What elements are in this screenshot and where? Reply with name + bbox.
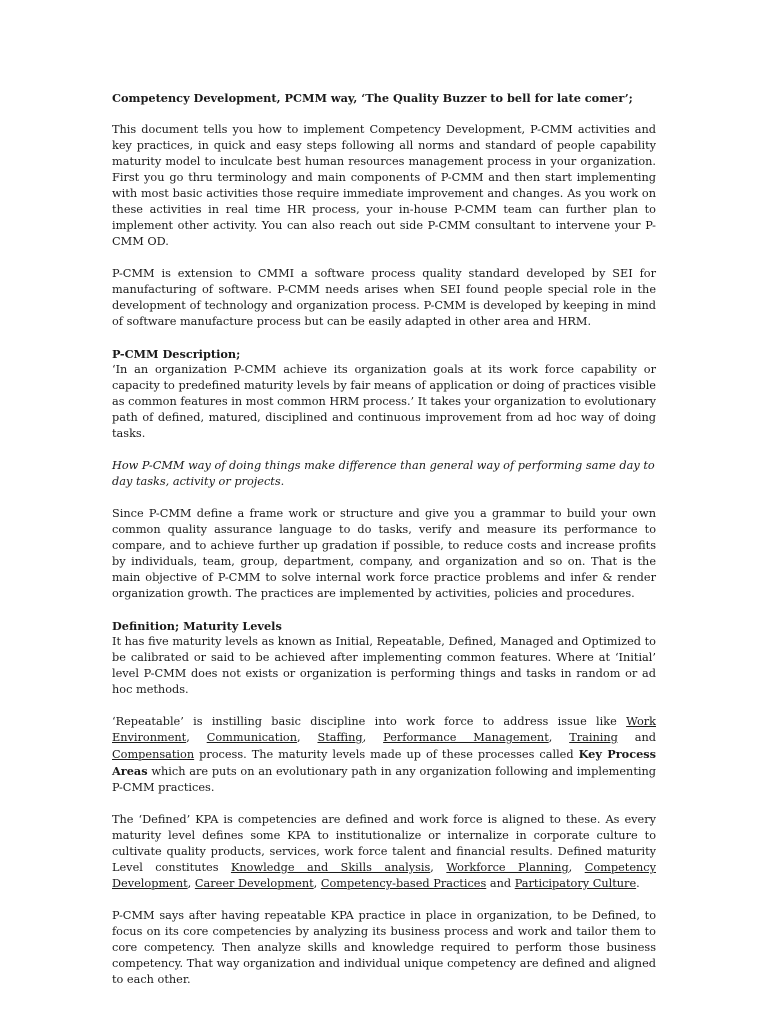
link-communication[interactable]: Communication <box>206 731 298 744</box>
link-competency-based-practices[interactable]: Competency-based Practices <box>320 877 487 890</box>
closing-paragraph: P-CMM says after having repeatable KPA practice in place in organization, to be Defined, to focus on its core competencies by analyzing its business process and work and tailor them to core competency. Then analyze skills and knowledge required to perform those business competency. That way organization and individual unique competency are defined and aligned to each other. <box>112 909 656 986</box>
separator: , <box>187 877 195 890</box>
repeatable-text-3: which are puts on an evolutionary path in any organization following and implementing P-CMM practices. <box>112 765 656 794</box>
maturity-heading: Definition; Maturity Levels <box>112 619 282 633</box>
link-compensation[interactable]: Compensation <box>112 748 195 761</box>
document-title: Competency Development, PCMM way, ‘The Quality Buzzer to bell for late comer’; <box>112 91 633 105</box>
link-work-environment[interactable]: Work Environment <box>112 715 656 744</box>
repeatable-paragraph <box>112 714 656 796</box>
separator: , <box>568 861 585 874</box>
defined-text-1: The ‘Defined’ KPA is competencies are defined and work force is aligned to these. As every maturity level defines some KPA to institutionalize or internalize in corporate culture to cultivate quality products, services, work force talent and financial results. Defined maturity Level constitutes <box>112 813 656 874</box>
link-training[interactable]: Training <box>569 731 618 744</box>
separator: , <box>297 731 318 744</box>
link-knowledge-skills-analysis[interactable]: Knowledge and Skills analysis <box>230 861 431 874</box>
italic-question: How P-CMM way of doing things make difference than general way of performing same day to day tasks, activity or projects. <box>112 459 655 488</box>
key-process-areas-term: Key Process Areas <box>112 747 656 778</box>
repeatable-text-1: ‘Repeatable’ is instilling basic discipline into work force to address issue like <box>112 715 627 728</box>
description-section <box>112 346 656 442</box>
document-page <box>112 90 656 1004</box>
link-staffing[interactable]: Staffing <box>317 731 363 744</box>
pcmm-extension-paragraph: P-CMM is extension to CMMI a software process quality standard developed by SEI for manufacturing of software. P-CMM needs arises when SEI found people special role in the development of technology and organization process. P-CMM is developed by keeping in mind of software manufacture process but can be easily adapted in other area and HRM. <box>112 267 656 328</box>
framework-paragraph: Since P-CMM define a frame work or structure and give you a grammar to build your own common quality assurance language to do tasks, verify and measure its performance to compare, and to achieve further up gradation if possible, to reduce costs and increase profits by individuals, team, group, department, company, and organization and so on. That is the main objective of P-CMM to solve internal work force practice problems and infer & render organization growth. The practices are implemented by activities, policies and procedures. <box>112 507 656 600</box>
period: . <box>636 877 640 890</box>
repeatable-text-2: process. The maturity levels made up of these processes called <box>194 748 579 761</box>
link-competency-development[interactable]: Competency Development <box>112 861 656 890</box>
separator: and <box>486 877 515 890</box>
intro-paragraph: This document tells you how to implement Competency Development, P-CMM activities and key practices, in quick and easy steps following all norms and standard of people capability maturity model to inculcate best human resources management process in your organization. First you go thru terminology and main components of P-CMM and then start implementing with most basic activities those require immediate improvement and changes. As you work on these activities in real time HR process, your in-house P-CMM team can further plan to implement other activity. You can also reach out side P-CMM consultant to intervene your P-CMM OD. <box>112 123 656 248</box>
maturity-section <box>112 618 656 698</box>
link-workforce-planning[interactable]: Workforce Planning <box>446 861 569 874</box>
separator: , <box>313 877 321 890</box>
link-participatory-culture[interactable]: Participatory Culture <box>514 877 637 890</box>
description-paragraph: ‘In an organization P-CMM achieve its organization goals at its work force capability or capacity to predefined maturity levels by fair means of application or doing of practices visible as common features in most common HRM process.’ It takes your organization to evolutionary path of defined, matured, disciplined and continuous improvement from ad hoc way of doing tasks. <box>112 363 656 440</box>
separator: , <box>430 861 447 874</box>
separator: and <box>617 731 657 744</box>
link-performance-management[interactable]: Performance Management <box>383 731 549 744</box>
defined-paragraph <box>112 812 656 892</box>
maturity-paragraph: It has five maturity levels as known as Initial, Repeatable, Defined, Managed and Optimized to be calibrated or said to be achieved after implementing common features. Where at ‘Initial’ level P-CMM does not exists or organization is performing things and tasks in random or ad hoc methods. <box>112 635 656 696</box>
separator: , <box>362 731 384 744</box>
link-career-development[interactable]: Career Development <box>194 877 314 890</box>
description-heading: P-CMM Description; <box>112 347 241 361</box>
separator: , <box>548 731 570 744</box>
separator: , <box>186 731 207 744</box>
